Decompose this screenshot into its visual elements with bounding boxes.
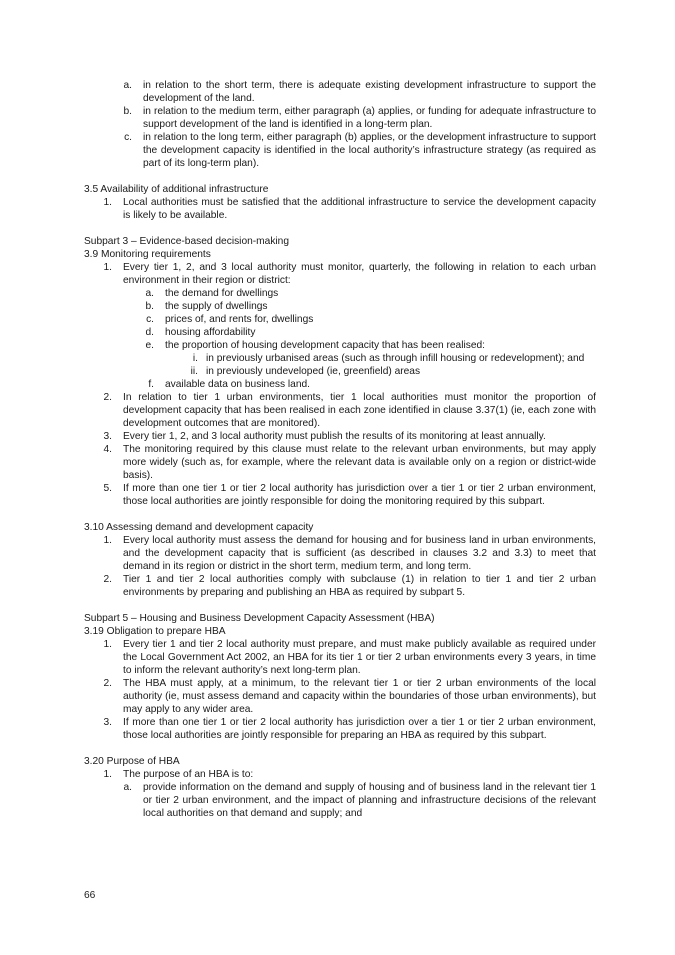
- list-item: [84, 677, 596, 716]
- list-item: [84, 261, 596, 287]
- roman-list-item: [84, 352, 596, 365]
- sub-list-item: [84, 378, 596, 391]
- section-heading: 3.20 Purpose of HBA: [84, 756, 180, 767]
- list-label: 3.: [103, 717, 112, 728]
- list-text: If more than one tier 1 or tier 2 local authority has jurisdiction over a tier 1 or tier 2 urban environment, those local authorities are jointly responsible for doing the monitoring required by this subpart.: [123, 483, 596, 507]
- list-text: in relation to the short term, there is adequate existing development infrastructure to support the development of the land.: [143, 80, 596, 104]
- list-text: The monitoring required by this clause must relate to the relevant urban environments, but may apply more widely (such as, for example, where the relevant data is available only on a region or district-wide basis).: [123, 444, 596, 481]
- list-label: 2.: [103, 574, 112, 585]
- list-label: b.: [123, 106, 132, 117]
- list-item: [84, 443, 596, 482]
- list-label: d.: [145, 327, 154, 338]
- page-number: 66: [84, 890, 96, 901]
- list-text: Every tier 1, 2, and 3 local authority must monitor, quarterly, the following in relation to each urban environment in their region or district:: [123, 262, 596, 286]
- sub-list-item: [84, 287, 596, 300]
- sub-list-item: [84, 326, 596, 339]
- list-text: Every tier 1, 2, and 3 local authority must publish the results of its monitoring at least annually.: [123, 431, 546, 442]
- subpart-heading: Subpart 3 – Evidence-based decision-making: [84, 236, 290, 247]
- list-item: [84, 573, 596, 599]
- list-label: f.: [148, 379, 154, 390]
- section-heading: 3.19 Obligation to prepare HBA: [84, 626, 226, 637]
- list-label: a.: [123, 80, 132, 91]
- sub-list-item: [84, 313, 596, 326]
- list-label: 2.: [103, 678, 112, 689]
- list-item: [84, 196, 596, 222]
- list-text: The HBA must apply, at a minimum, to the relevant tier 1 or tier 2 urban environments of the local authority (ie, must assess demand and capacity within the boundaries of those urban environments), but may apply to any wider area.: [123, 678, 596, 715]
- subpart-heading: Subpart 5 – Housing and Business Development Capacity Assessment (HBA): [84, 613, 435, 624]
- list-label: 2.: [103, 392, 112, 403]
- list-text: The purpose of an HBA is to:: [123, 769, 254, 780]
- list-text: Local authorities must be satisfied that the additional infrastructure to service the development capacity is likely to be available.: [123, 197, 596, 221]
- list-text: available data on business land.: [165, 379, 310, 390]
- list-label: a.: [123, 782, 132, 793]
- list-item: [84, 105, 596, 131]
- list-label: a.: [145, 288, 154, 299]
- list-item: [84, 391, 596, 430]
- document-body: [84, 79, 596, 820]
- list-label: 5.: [103, 483, 112, 494]
- list-label: 1.: [103, 535, 112, 546]
- list-item: [84, 131, 596, 170]
- sub-list-item: [84, 339, 596, 352]
- list-item: [84, 534, 596, 573]
- sub-list-item: [84, 781, 596, 820]
- list-label: c.: [124, 132, 132, 143]
- list-text: Every local authority must assess the demand for housing and for business land in urban environments, and the development capacity that is sufficient (as described in clauses 3.2 and 3.3) to meet that demand in its region or district in the short term, medium term, and long term.: [123, 535, 596, 572]
- list-text: in relation to the long term, either paragraph (b) applies, or the development infrastructure to support the development capacity is identified in the local authority’s infrastructure strategy (as required as part of its long-term plan).: [143, 132, 596, 169]
- list-item: [84, 482, 596, 508]
- list-label: 1.: [103, 769, 112, 780]
- list-label: 1.: [103, 197, 112, 208]
- section-heading: 3.10 Assessing demand and development capacity: [84, 522, 314, 533]
- list-label: 4.: [103, 444, 112, 455]
- section-heading: 3.9 Monitoring requirements: [84, 249, 211, 260]
- list-label: 1.: [103, 639, 112, 650]
- roman-list-item: [84, 365, 596, 378]
- list-label: ii.: [190, 366, 198, 377]
- list-label: c.: [146, 314, 154, 325]
- list-label: 1.: [103, 262, 112, 273]
- sub-list-item: [84, 300, 596, 313]
- list-text: the proportion of housing development capacity that has been realised:: [165, 340, 485, 351]
- section-heading: 3.5 Availability of additional infrastructure: [84, 184, 269, 195]
- list-item: [84, 430, 596, 443]
- list-text: prices of, and rents for, dwellings: [165, 314, 314, 325]
- list-text: Every tier 1 and tier 2 local authority must prepare, and must make publicly available as required under the Local Government Act 2002, an HBA for its tier 1 or tier 2 urban environments every 3 years, in time to inform the relevant authority’s next long-term plan.: [123, 639, 596, 676]
- list-item: [84, 716, 596, 742]
- list-text: If more than one tier 1 or tier 2 local authority has jurisdiction over a tier 1 or tier 2 urban environment, those local authorities are jointly responsible for preparing an HBA as required by this subpart.: [123, 717, 596, 741]
- list-text: in previously undeveloped (ie, greenfield) areas: [206, 366, 421, 377]
- list-text: in previously urbanised areas (such as through infill housing or redevelopment); and: [206, 353, 585, 364]
- list-text: the supply of dwellings: [165, 301, 268, 312]
- list-text: housing affordability: [165, 327, 256, 338]
- list-text: provide information on the demand and supply of housing and of business land in the relevant tier 1 or tier 2 urban environment, and the impact of planning and infrastructure decisions of the relevant local authorities on that demand and supply; and: [143, 782, 596, 819]
- list-text: the demand for dwellings: [165, 288, 279, 299]
- list-item: [84, 768, 596, 781]
- list-item: [84, 79, 596, 105]
- list-label: 3.: [103, 431, 112, 442]
- list-label: b.: [145, 301, 154, 312]
- list-text: in relation to the medium term, either paragraph (a) applies, or funding for adequate infrastructure to support development of the land is identified in a long-term plan.: [143, 106, 596, 130]
- list-item: [84, 638, 596, 677]
- list-label: i.: [192, 353, 198, 364]
- list-label: e.: [145, 340, 154, 351]
- list-text: Tier 1 and tier 2 local authorities comply with subclause (1) in relation to tier 1 and tier 2 urban environments by preparing and publishing an HBA as required by subpart 5.: [123, 574, 596, 598]
- list-text: In relation to tier 1 urban environments, tier 1 local authorities must monitor the proportion of development capacity that has been realised in each zone identified in clause 3.37(1) (ie, each zone with development outcomes that are monitored).: [123, 392, 596, 429]
